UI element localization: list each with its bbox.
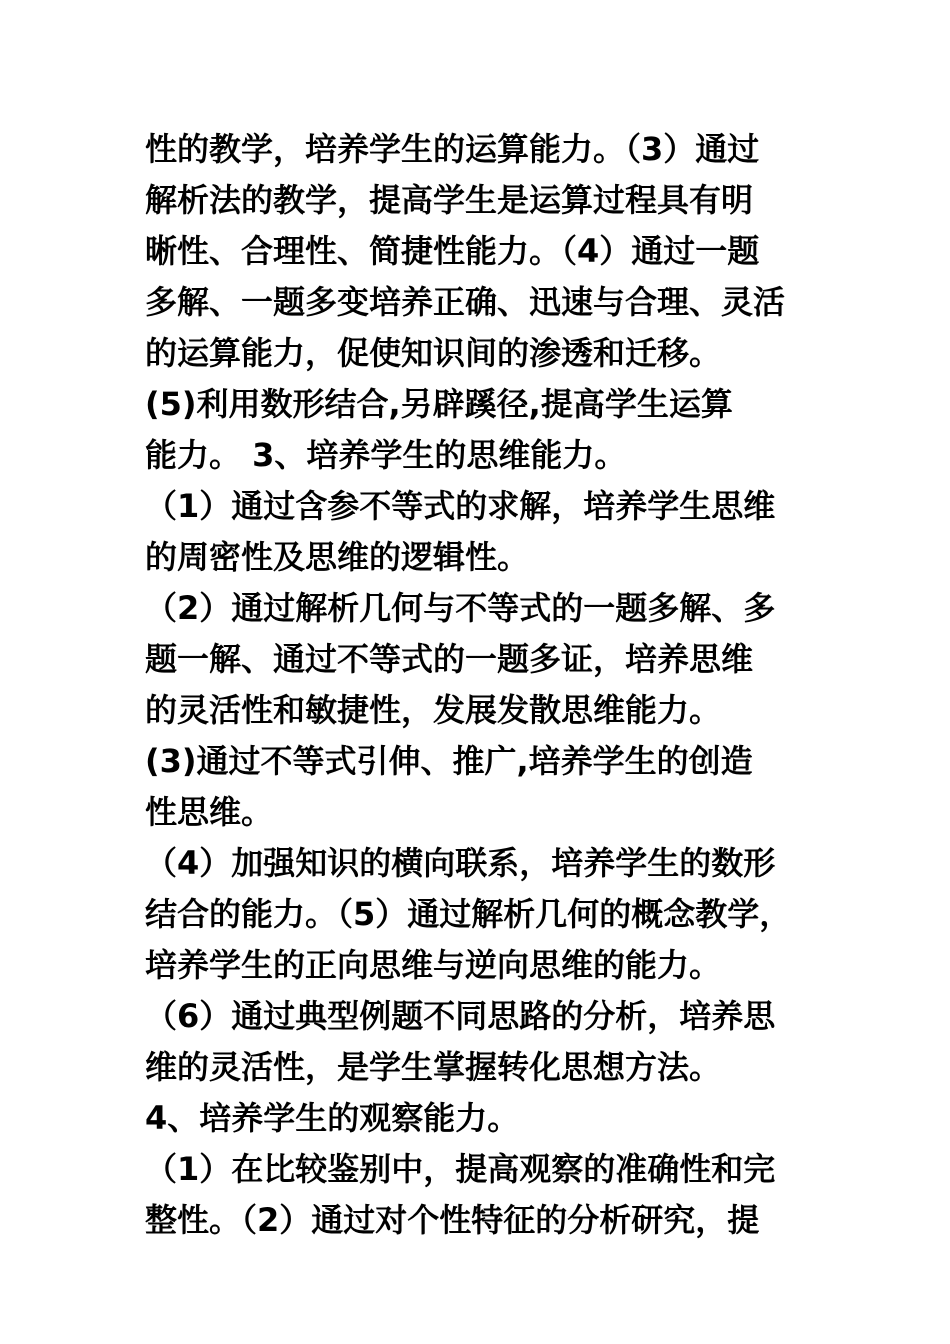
text-line-7: 能力。 3、培养学生的思维能力。	[145, 436, 627, 474]
text-line-10: （2）通过解析几何与不等式的一题多解、多	[145, 589, 776, 627]
text-line-12: 的灵活性和敏捷性，发展发散思维能力。	[145, 691, 722, 729]
text-line-17: 培养学生的正向思维与逆向思维的能力。	[145, 946, 722, 984]
text-line-3: 晰性、合理性、简捷性能力。（4）通过一题	[145, 232, 760, 270]
text-line-19: 维的灵活性，是学生掌握转化思想方法。	[145, 1048, 722, 1086]
text-line-6: (5)利用数形结合,另辟蹊径,提高学生运算	[145, 385, 733, 423]
text-line-8: （1）通过含参不等式的求解，培养学生思维	[145, 487, 776, 525]
text-line-13: (3)通过不等式引伸、推广,培养学生的创造	[145, 742, 753, 780]
text-line-9: 的周密性及思维的逻辑性。	[145, 538, 530, 576]
text-line-15: （4）加强知识的横向联系，培养学生的数形	[145, 844, 776, 882]
text-line-1: 性的教学，培养学生的运算能力。（3）通过	[145, 130, 760, 168]
text-line-22: 整性。（2）通过对个性特征的分析研究，提	[145, 1201, 760, 1239]
text-line-11: 题一解、通过不等式的一题多证，培养思维	[145, 640, 754, 678]
text-line-4: 多解、一题多变培养正确、迅速与合理、灵活	[145, 283, 786, 321]
text-line-2: 解析法的教学，提高学生是运算过程具有明	[145, 181, 754, 219]
text-line-20: 4、培养学生的观察能力。	[145, 1099, 520, 1137]
text-line-21: （1）在比较鉴别中，提高观察的准确性和完	[145, 1150, 776, 1188]
text-line-5: 的运算能力，促使知识间的渗透和迁移。	[145, 334, 722, 372]
text-line-18: （6）通过典型例题不同思路的分析，培养思	[145, 997, 776, 1035]
text-line-16: 结合的能力。（5）通过解析几何的概念教学，	[145, 895, 792, 933]
body-text	[145, 124, 825, 1246]
text-line-14: 性思维。	[145, 793, 274, 831]
